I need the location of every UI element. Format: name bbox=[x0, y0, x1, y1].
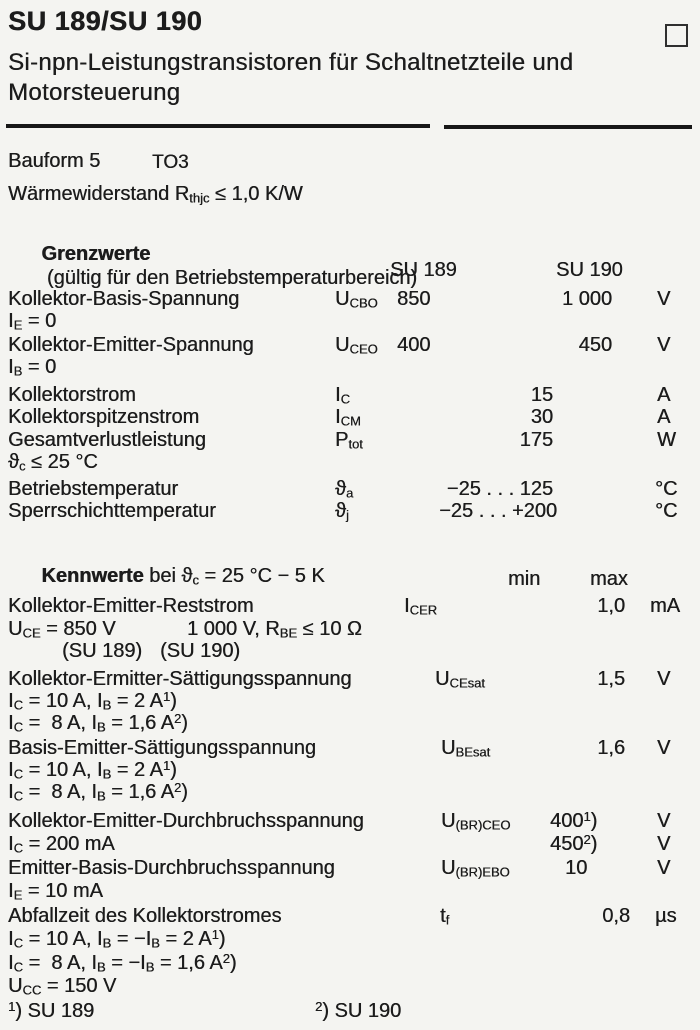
param-value-max: 1,5 bbox=[597, 668, 625, 690]
param-symbol: $P_{tot}$ bbox=[335, 429, 363, 452]
grenzwerte-heading-bold: Grenzwerte bbox=[41, 243, 151, 265]
condition-text: (SU 189) bbox=[62, 640, 143, 662]
param-name: Gesamtverlustleistung bbox=[8, 429, 206, 451]
condition-text: (SU 190) bbox=[160, 640, 241, 662]
param-value: −25 . . . 125 bbox=[446, 478, 553, 500]
condition-line bbox=[0, 879, 700, 905]
param-value: −25 . . . +200 bbox=[439, 500, 557, 522]
param-unit: A bbox=[657, 406, 671, 428]
param-value-min: 10 bbox=[565, 857, 588, 879]
param-value: 175 bbox=[519, 429, 553, 451]
footnotes-line bbox=[0, 999, 700, 1025]
condition-text: $ϑ_c \le 25$ °C bbox=[8, 451, 98, 474]
param-unit: °C bbox=[655, 500, 678, 522]
column-header-su189: SU 189 bbox=[390, 259, 457, 281]
param-name: Kollektorspitzenstrom bbox=[8, 406, 200, 428]
param-symbol: $I_{CER}$ bbox=[404, 595, 438, 618]
param-symbol: $ϑ_a$ bbox=[335, 478, 354, 501]
kennwerte-heading-bold: Kennwerte bbox=[41, 565, 144, 587]
page-subtitle: Si-npn-Leistungstransistoren für Schaltnetzteile und Motorsteuerung bbox=[8, 49, 574, 106]
param-symbol: $U_{(BR)EBO}$ bbox=[441, 857, 510, 880]
condition-text: $I_C = 10$ A, $I_B = -I_B = 2$ $A^1$) bbox=[8, 927, 226, 951]
param-unit: µs bbox=[655, 905, 677, 927]
param-name: Abfallzeit des Kollektorstromes bbox=[8, 905, 282, 927]
condition-line bbox=[0, 927, 700, 953]
param-value-min: $450^2$) bbox=[550, 832, 598, 855]
condition-text: $I_C = 10$ A, $I_B = 2$ $A^1$) bbox=[8, 689, 177, 713]
param-name: Kollektorstrom bbox=[8, 384, 136, 406]
condition-text: $I_C = 8$ A, $I_B = 1,6$ $A^2$) bbox=[8, 711, 188, 735]
condition-line bbox=[0, 974, 700, 1000]
divider-rule bbox=[6, 124, 430, 128]
condition-text: $I_B = 0$ bbox=[8, 356, 57, 379]
condition-line bbox=[0, 355, 700, 381]
param-name: Kollektor-Ermitter-Sättigungsspannung bbox=[8, 668, 352, 690]
param-unit: mA bbox=[650, 595, 680, 617]
param-symbol: $U_{BEsat}$ bbox=[441, 737, 491, 760]
type-column-headers bbox=[0, 258, 700, 284]
param-symbol: $I_{CM}$ bbox=[335, 406, 361, 429]
condition-text: $U_{CC} = 150$ V bbox=[8, 975, 117, 998]
param-unit: V bbox=[657, 810, 671, 832]
param-value: 30 bbox=[530, 406, 553, 428]
param-name: Kollektor-Emitter-Spannung bbox=[8, 334, 254, 356]
param-unit: V bbox=[657, 833, 671, 855]
param-value-min: $400^1$) bbox=[550, 809, 598, 832]
column-header-max: max bbox=[590, 568, 628, 590]
bauform-line bbox=[0, 149, 700, 175]
param-symbol: $U_{CBO}$ bbox=[335, 288, 378, 311]
param-name: Emitter-Basis-Durchbruchsspannung bbox=[8, 857, 335, 879]
page-title: SU 189/SU 190 bbox=[8, 6, 203, 36]
param-name: Basis-Emitter-Sättigungsspannung bbox=[8, 737, 316, 759]
param-symbol: $U_{CEO}$ bbox=[335, 334, 378, 357]
param-name: Kollektor-Emitter-Durchbruchsspannung bbox=[8, 810, 364, 832]
param-value-max: 1,0 bbox=[597, 595, 625, 617]
minmax-column-headers bbox=[0, 567, 700, 593]
param-name: Kollektor-Basis-Spannung bbox=[8, 288, 240, 310]
thermal-resistance-line bbox=[0, 182, 700, 208]
param-symbol: $U_{CEsat}$ bbox=[435, 668, 485, 691]
bauform-value: TO3 bbox=[152, 152, 189, 173]
param-unit: V bbox=[657, 857, 671, 879]
param-symbol: $U_{(BR)CEO}$ bbox=[441, 810, 511, 833]
condition-text: $I_C = 200$ mA bbox=[8, 833, 115, 856]
condition-line bbox=[0, 450, 700, 476]
kennwerte-heading-note: bei $ϑ_c = 25$ °C − 5 K bbox=[143, 565, 325, 588]
param-unit: V bbox=[657, 668, 671, 690]
condition-text: $I_C = 10$ A, $I_B = 2$ $A^1$) bbox=[8, 758, 177, 782]
param-unit: A bbox=[657, 384, 671, 406]
condition-line bbox=[0, 832, 700, 858]
param-symbol: $t_f$ bbox=[440, 905, 450, 928]
divider-rule bbox=[444, 125, 692, 129]
column-header-su190: SU 190 bbox=[556, 259, 623, 281]
param-name: Kollektor-Emitter-Reststrom bbox=[8, 595, 254, 617]
param-unit: W bbox=[657, 429, 676, 451]
param-value-su190: 450 bbox=[578, 334, 612, 356]
condition-line bbox=[0, 780, 700, 806]
bauform-label: Bauform 5 bbox=[8, 150, 101, 172]
param-value-max: 1,6 bbox=[597, 737, 625, 759]
condition-text: 1 000 V, $R_{BE} \le 10$ Ω bbox=[187, 618, 362, 641]
param-value-su190: 1 000 bbox=[561, 288, 612, 310]
param-name: Sperrschichttemperatur bbox=[8, 500, 216, 522]
thermal-resistance-text: Wärmewiderstand $R_{thjc} \le 1,0$ K/W bbox=[8, 183, 303, 206]
param-symbol: $ϑ_j$ bbox=[335, 500, 349, 523]
condition-text: $I_E = 10$ mA bbox=[8, 880, 103, 903]
grenzwerte-heading-note: (gültig für den Betriebstemperaturbereich) bbox=[46, 267, 418, 289]
table-row bbox=[0, 499, 700, 525]
condition-line bbox=[0, 711, 700, 737]
condition-line bbox=[0, 639, 700, 665]
condition-line bbox=[0, 309, 700, 335]
condition-text: $I_E = 0$ bbox=[8, 310, 57, 333]
condition-text: $I_C = 8$ A, $I_B = 1,6$ $A^2$) bbox=[8, 780, 188, 804]
param-unit: V bbox=[657, 737, 671, 759]
footnote-su189: $^1$) SU 189 bbox=[8, 999, 95, 1022]
column-header-min: min bbox=[508, 568, 541, 590]
param-symbol: $I_C$ bbox=[335, 384, 350, 407]
corner-checkbox-icon bbox=[665, 24, 688, 47]
param-unit: V bbox=[657, 288, 671, 310]
param-value-max: 0,8 bbox=[602, 905, 630, 927]
condition-text: $U_{CE} = 850$ V bbox=[8, 618, 116, 641]
param-value: 15 bbox=[530, 384, 553, 406]
param-unit: °C bbox=[655, 478, 678, 500]
param-value-su189: 850 bbox=[397, 288, 431, 310]
footnote-su190: $^2$) SU 190 bbox=[315, 999, 402, 1022]
param-name: Betriebstemperatur bbox=[8, 478, 179, 500]
condition-text: $I_C = 8$ A, $I_B = -I_B = 1,6$ $A^2$) bbox=[8, 951, 237, 975]
param-unit: V bbox=[657, 334, 671, 356]
param-value-su189: 400 bbox=[397, 334, 431, 356]
